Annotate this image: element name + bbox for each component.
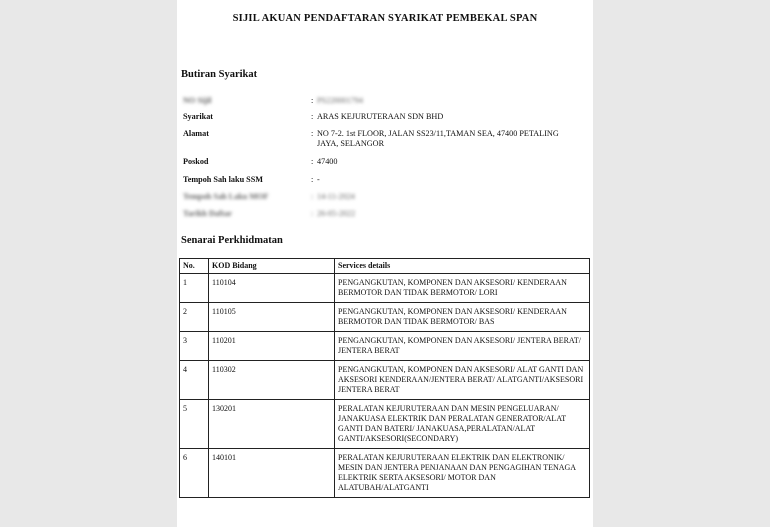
column-header-no: No. [180,259,209,274]
field-value-tempoh-ssm: - [317,175,320,184]
table-row [180,361,590,400]
cell-kod: 110201 [209,332,335,361]
field-label-syarikat: Syarikat [183,112,214,121]
table-row [180,400,590,449]
field-label-no-sijil: NO Sijil [183,96,212,105]
services-table [179,258,590,498]
cell-no: 6 [180,449,209,498]
field-value-syarikat: ARAS KEJURUTERAAN SDN BHD [317,112,444,121]
cell-kod: 110302 [209,361,335,400]
cell-kod: 110104 [209,274,335,303]
cell-no: 5 [180,400,209,449]
field-label-tarikh-daftar: Tarikh Daftar [183,209,233,218]
table-row [180,449,590,498]
company-section-title: Butiran Syarikat [181,69,258,80]
cell-details: PENGANGKUTAN, KOMPONEN DAN AKSESORI/ KENDERAAN BERMOTOR DAN TIDAK BERMOTOR/ BAS [335,303,590,332]
field-value-tempoh-mof: 14-11-2024 [317,192,355,201]
cell-kod: 140101 [209,449,335,498]
cell-details: PENGANGKUTAN, KOMPONEN DAN AKSESORI/ JENTERA BERAT/ JENTERA BERAT [335,332,590,361]
table-row [180,303,590,332]
field-label-poskod: Poskod [183,157,209,166]
field-label-tempoh-mof: Tempoh Sah Laku MOF [183,192,269,201]
field-colon: : [311,112,314,121]
cell-kod: 110105 [209,303,335,332]
cell-no: 2 [180,303,209,332]
field-colon: : [311,96,314,105]
table-row [180,332,590,361]
field-label-alamat: Alamat [183,129,209,138]
cell-no: 3 [180,332,209,361]
column-header-details: Services details [335,259,590,274]
field-value-no-sijil: PS220001794 [317,96,363,105]
cell-details: PENGANGKUTAN, KOMPONEN DAN AKSESORI/ ALAT GANTI DAN AKSESORI KENDERAAN/JENTERA BERAT/ ALATGANTI/AKSESORI JENTERA BERAT [335,361,590,400]
field-colon: : [311,157,314,166]
field-value-tarikh-daftar: 26-05-2022 [317,209,356,218]
field-colon: : [311,209,314,218]
field-colon: : [311,129,314,138]
services-section-title: Senarai Perkhidmatan [181,235,283,246]
cell-no: 4 [180,361,209,400]
field-label-tempoh-ssm: Tempoh Sah laku SSM [183,175,264,184]
document-page [177,0,593,527]
cell-kod: 130201 [209,400,335,449]
cell-no: 1 [180,274,209,303]
field-colon: : [311,175,314,184]
column-header-kod: KOD Bidang [209,259,335,274]
field-value-alamat: NO 7-2. 1st FLOOR, JALAN SS23/11,TAMAN SEA, 47400 PETALING JAYA, SELANGOR [317,129,559,148]
table-header-row [180,259,590,274]
cell-details: PENGANGKUTAN, KOMPONEN DAN AKSESORI/ KENDERAAN BERMOTOR DAN TIDAK BERMOTOR/ LORI [335,274,590,303]
field-colon: : [311,192,314,201]
field-value-poskod: 47400 [317,157,338,166]
cell-details: PERALATAN KEJURUTERAAN DAN MESIN PENGELUARAN/ JANAKUASA ELEKTRIK DAN PERALATAN GENERATOR/ALAT GANTI DAN BATERI/ JANAKUASA,PERALATAN/ALAT GANTI/AKSESORI(SECONDARY) [335,400,590,449]
document-title: SIJIL AKUAN PENDAFTARAN SYARIKAT PEMBEKAL SPAN [232,13,538,24]
table-row [180,274,590,303]
cell-details: PERALATAN KEJURUTERAAN ELEKTRIK DAN ELEKTRONIK/ MESIN DAN JENTERA PENJANAAN DAN PENGAGIHAN TENAGA ELEKTRIK SERTA AKSESORI/ MOTOR DAN ALATUBAH/ALATGANTI [335,449,590,498]
